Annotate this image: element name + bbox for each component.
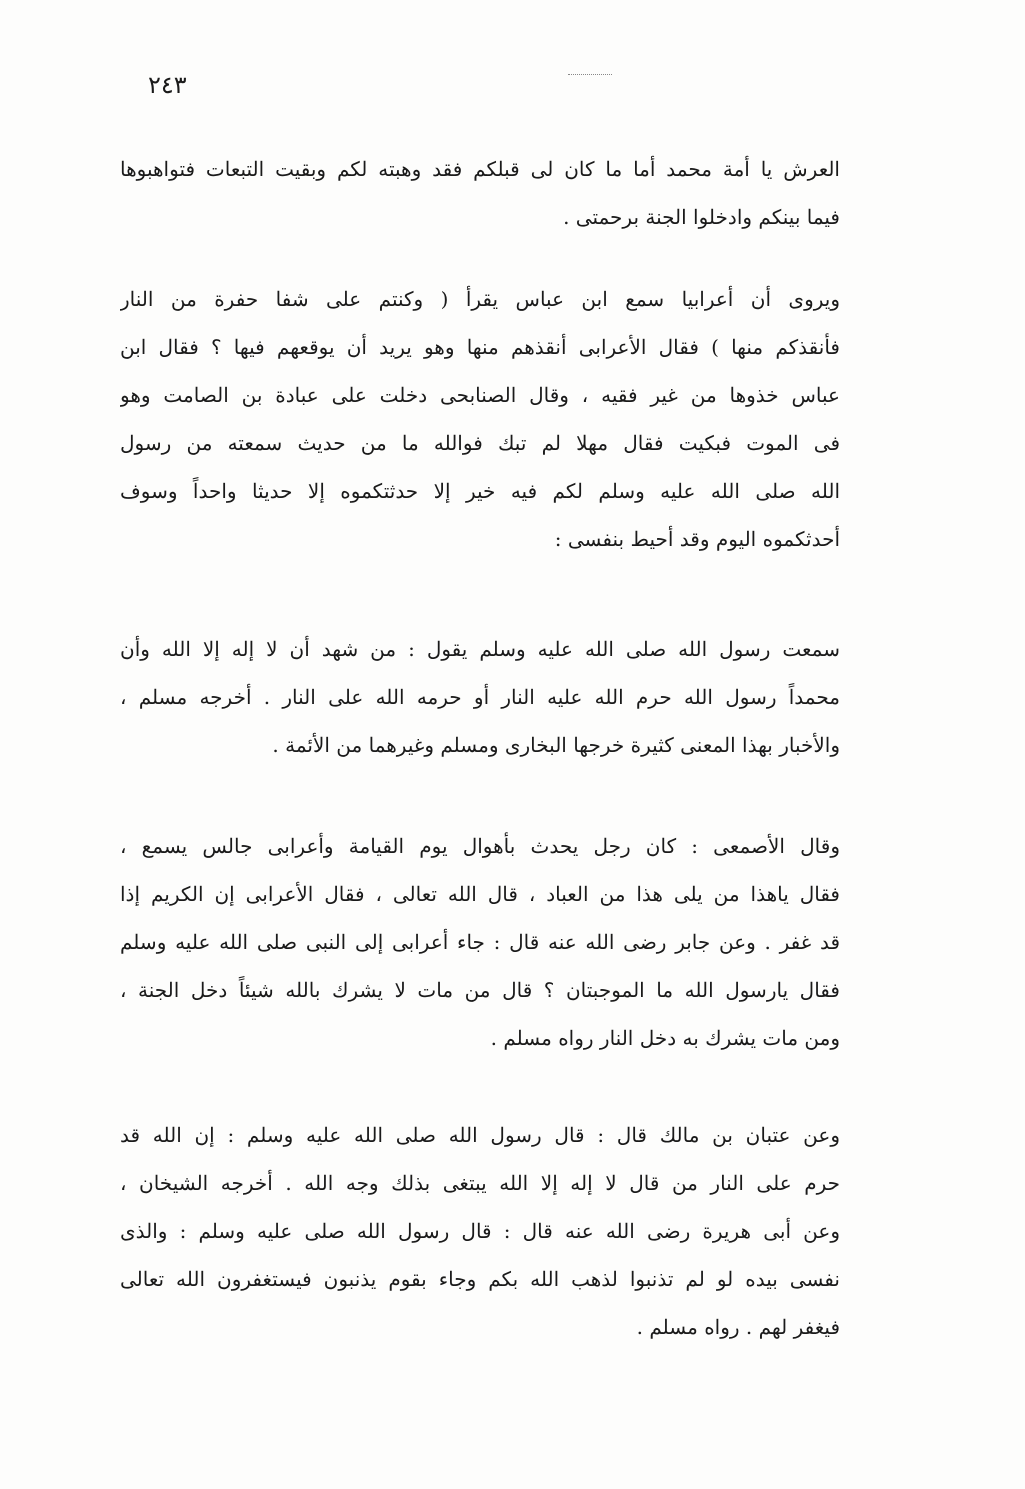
text-line: نفسى بيده لو لم تذنبوا لذهب الله بكم وجاء بقوم يذنبون فيستغفرون الله تعالى [120, 1267, 840, 1291]
text-line: فى الموت فبكيت فقال مهلا لم تبك فوالله ما من حديث سمعته من رسول [120, 431, 840, 455]
text-line: الله صلى الله عليه وسلم لكم فيه خير إلا حدثتكموه إلا حديثا واحداً وسوف [120, 479, 840, 503]
text-line: فقال ياهذا من يلى هذا من العباد ، قال الله تعالى ، فقال الأعرابى إن الكريم إذا [120, 882, 840, 906]
paragraph-5 [120, 1111, 840, 1351]
paragraph-3 [120, 625, 840, 769]
paragraph-1 [120, 145, 840, 241]
text-line: فيغفر لهم . رواه مسلم . [636, 1315, 840, 1339]
text-line: وعن أبى هريرة رضى الله عنه قال : قال رسول الله صلى عليه وسلم : والذى [120, 1219, 840, 1243]
text-line: فيما بينكم وادخلوا الجنة برحمتى . [563, 205, 840, 229]
text-line: حرم على النار من قال لا إله إلا الله يبتغى بذلك وجه الله . أخرجه الشيخان ، [120, 1171, 840, 1195]
text-line: فقال يارسول الله ما الموجبتان ؟ قال من مات لا يشرك بالله شيئاً دخل الجنة ، [120, 978, 840, 1002]
text-line: وقال الأصمعى : كان رجل يحدث بأهوال يوم القيامة وأعرابى جالس يسمع ، [120, 834, 840, 858]
text-line: قد غفر . وعن جابر رضى الله عنه قال : جاء أعرابى إلى النبى صلى الله عليه وسلم [120, 930, 840, 954]
text-line: سمعت رسول الله صلى الله عليه وسلم يقول : من شهد أن لا إله إلا الله وأن [120, 637, 840, 661]
text-line: محمداً رسول الله حرم الله عليه النار أو حرمه الله على النار . أخرجه مسلم ، [120, 685, 840, 709]
text-line: عباس خذوها من غير فقيه ، وقال الصنابحى دخلت على عبادة بن الصامت وهو [120, 383, 840, 407]
text-line: ويروى أن أعرابيا سمع ابن عباس يقرأ ( وكنتم على شفا حفرة من النار [120, 287, 840, 311]
text-line: والأخبار بهذا المعنى كثيرة خرجها البخارى ومسلم وغيرهما من الأئمة . [272, 733, 840, 757]
paragraph-2 [120, 275, 840, 563]
text-line: أحدثكموه اليوم وقد أحيط بنفسى : [554, 527, 840, 551]
text-line: وعن عتبان بن مالك قال : قال رسول الله صلى الله عليه وسلم : إن الله قد [120, 1123, 840, 1147]
text-line: فأنقذكم منها ) فقال الأعرابى أنقذهم منها وهو يريد أن يوقعهم فيها ؟ فقال ابن [120, 335, 840, 359]
page-number: ٢٤٣ [148, 71, 187, 99]
scan-mark [568, 74, 612, 76]
paragraph-4 [120, 822, 840, 1062]
text-line: العرش يا أمة محمد أما ما كان لى قبلكم فقد وهبته لكم وبقيت التبعات فتواهبوها [120, 157, 840, 181]
text-line: ومن مات يشرك به دخل النار رواه مسلم . [490, 1026, 840, 1050]
